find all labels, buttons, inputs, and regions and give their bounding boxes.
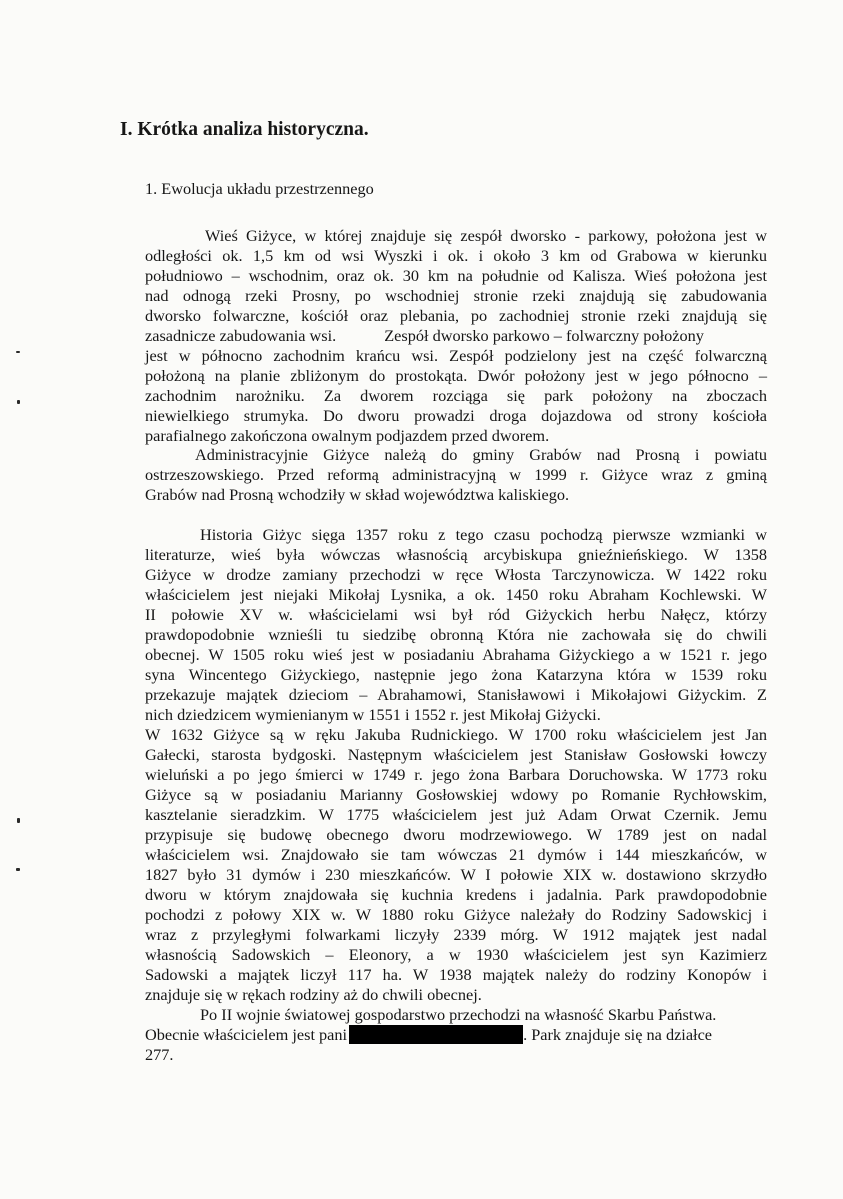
text-line bbox=[145, 1025, 767, 1045]
text-line: Giżyce w drodze zamiany przechodzi w ręce Włosta Tarczynowicza. W 1422 roku bbox=[145, 565, 767, 584]
text-line: W 1632 Giżyce są w ręku Jakuba Rudnickiego. W 1700 roku właścicielem jest Jan bbox=[145, 725, 767, 744]
margin-mark bbox=[16, 351, 20, 353]
text-segment: . Park znajduje się na działce bbox=[523, 1025, 713, 1044]
text-line: położoną na planie zbliżonym do prostokąta. Dwór położony jest w jego północno – bbox=[145, 366, 767, 385]
text-line: kasztelanie sieradzkim. W 1775 właścicielem jest już Adam Orwat Czernik. Jemu bbox=[145, 805, 767, 824]
text-line: syna Wincentego Giżyckiego, następnie jego żona Katarzyna która w 1539 roku bbox=[145, 665, 767, 684]
text-segment: Zespół dworsko parkowo – folwarczny położony bbox=[384, 326, 704, 345]
text-line: znajduje się w rękach rodziny aż do chwili obecnej. bbox=[145, 985, 482, 1004]
text-line: dworsko folwarczne, kościół oraz plebania, po zachodniej stronie rzeki znajdują się bbox=[145, 306, 767, 325]
text-segment: Obecnie właścicielem jest pani bbox=[145, 1025, 348, 1044]
margin-mark bbox=[17, 818, 20, 823]
text-line bbox=[145, 326, 767, 346]
text-line: pochodzi z połowy XIX w. W 1880 roku Giżyce należały do Rodziny Sadowskicj i bbox=[145, 905, 767, 924]
text-segment: zasadnicze zabudowania wsi. bbox=[145, 326, 337, 345]
text-line: Administracyjnie Giżyce należą do gminy Grabów nad Prosną i powiatu bbox=[195, 445, 767, 464]
text-line: Sadowski a majątek liczył 117 ha. W 1938 majątek należy do rodziny Konopów i bbox=[145, 965, 767, 984]
text-line: odległości ok. 1,5 km od wsi Wyszki i ok. i około 3 km od Grabowa w kierunku bbox=[145, 246, 767, 265]
text-line: wraz z przyległymi folwarkami liczyły 2339 mórg. W 1912 majątek jest nadal bbox=[145, 925, 767, 944]
text-line: jest w północno zachodnim krańcu wsi. Zespół podzielony jest na część folwarczną bbox=[145, 346, 767, 365]
text-line: przekazuje majątek dzieciom – Abrahamowi, Stanisławowi i Mikołajowi Giżyckim. Z bbox=[145, 685, 767, 704]
text-line: 1827 było 31 dymów i 230 mieszkańców. W I połowie XIX w. dostawiono skrzydło bbox=[145, 865, 767, 884]
section-heading: I. Krótka analiza historyczna. bbox=[120, 119, 369, 140]
text-line: dworu w którym znajdowała się kuchnia kredens i jadalnia. Park prawdopodobnie bbox=[145, 885, 767, 904]
text-line: parafialnego zakończona owalnym podjazdem przed dworem. bbox=[145, 426, 550, 445]
text-line: Po II wojnie światowej gospodarstwo przechodzi na własność Skarbu Państwa. bbox=[200, 1005, 717, 1024]
text-line: prawdopodobnie wznieśli tu siedzibę obronną Która nie zachowała się do chwili bbox=[145, 625, 767, 644]
text-line: nad odnogą rzeki Prosny, po wschodniej stronie rzeki znajdują się zabudowania bbox=[145, 286, 767, 305]
text-line: własnością Sadowskich – Eleonory, a w 1930 właścicielem jest syn Kazimierz bbox=[145, 945, 767, 964]
text-line: wieluński a po jego śmierci w 1749 r. jego żona Barbara Doruchowska. W 1773 roku bbox=[145, 765, 767, 784]
text-line: niewielkiego strumyka. Do dworu prowadzi droga dojazdowa od strony kościoła bbox=[145, 406, 767, 425]
text-line: właścicielem jest niejaki Mikołaj Lysnika, a ok. 1450 roku Abraham Kochlewski. W bbox=[145, 585, 767, 604]
text-line: Wieś Giżyce, w której znajduje się zespół dworsko - parkowy, położona jest w bbox=[205, 226, 767, 245]
redaction-bar bbox=[349, 1025, 523, 1044]
text-line: właścicielem wsi. Znajdowało sie tam wówczas 21 dymów i 144 mieszkańców, w bbox=[145, 845, 767, 864]
text-line: obecnej. W 1505 roku wieś jest w posiadaniu Abrahama Giżyckiego a w 1521 r. jego bbox=[145, 645, 767, 664]
text-line: Historia Giżyc sięga 1357 roku z tego czasu pochodzą pierwsze wzmianki w bbox=[200, 525, 767, 544]
text-line: zachodnim narożniku. Za dworem rozciąga się park położony na zboczach bbox=[145, 386, 767, 405]
text-line: 277. bbox=[145, 1045, 174, 1064]
margin-mark bbox=[16, 868, 20, 871]
margin-mark bbox=[17, 400, 20, 404]
text-line: II połowie XV w. właścicielami wsi był ród Giżyckich herbu Nałęcz, którzy bbox=[145, 605, 767, 624]
text-line: Giżyce są w posiadaniu Marianny Gosłowskiej wdowy po Romanie Rychłowskim, bbox=[145, 785, 767, 804]
text-line: południowo – wschodnim, oraz ok. 30 km na południe od Kalisza. Wieś położona jest bbox=[145, 266, 767, 285]
text-line: nich dziedzicem wymienianym w 1551 i 1552 r. jest Mikołaj Giżycki. bbox=[145, 705, 601, 724]
text-line: ostrzeszowskiego. Przed reformą administracyjną w 1999 r. Giżyce wraz z gminą bbox=[145, 465, 767, 484]
text-line: literaturze, wieś była wówczas własnością arcybiskupa gnieźnieńskiego. W 1358 bbox=[145, 545, 767, 564]
text-line: Grabów nad Prosną wchodziły w skład województwa kaliskiego. bbox=[145, 485, 570, 504]
text-line: Gałecki, starosta bydgoski. Następnym właścicielem jest Stanisław Gosłowski łowczy bbox=[145, 745, 767, 764]
subsection-heading: 1. Ewolucja układu przestrzennego bbox=[145, 179, 374, 198]
text-line: przypisuje się budowę obecnego dworu modrzewiowego. W 1789 jest on nadal bbox=[145, 825, 767, 844]
